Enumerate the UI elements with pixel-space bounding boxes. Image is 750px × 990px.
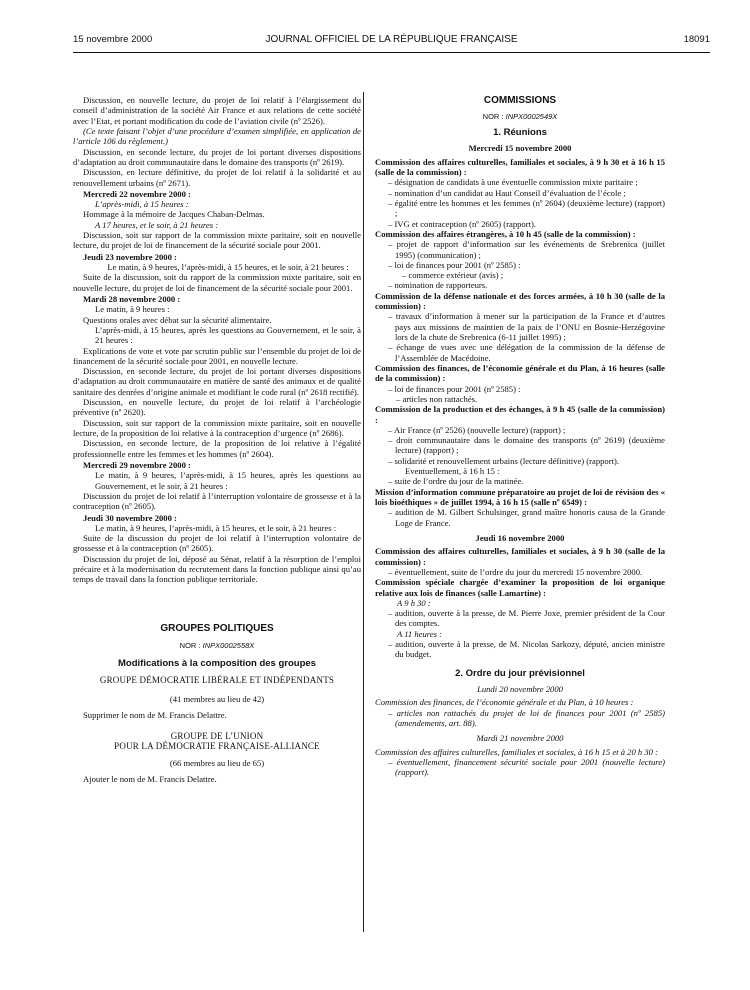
member-count: (41 membres au lieu de 42) (169, 693, 265, 704)
day-heading: Jeudi 16 novembre 2000 (475, 532, 565, 543)
agenda-item: – articles non rattachés du projet de loi de finances pour 2001 (nº 2585) (amendements, art. 88). (388, 707, 665, 729)
agenda-item: – travaux d’information à mener sur la participation de la France et d’autres pays aux missions de maintien de la paix de l’ONU en Bosnie-Herzégovine lors de la chute de Srebrenica (6-11 juillet 1995) ; (388, 311, 665, 343)
date-heading: Mercredi 22 novembre 2000 : (83, 188, 191, 199)
paragraph: Discussion, en nouvelle lecture, du projet de loi relatif à l’élargissement du conseil d’administration de la société Air France et aux relations de cette société avec l’Etat, et portant modification du code de l’aviation civile (nº 2526). (73, 95, 361, 126)
agenda-item: – articles non rattachés. (396, 393, 478, 404)
paragraph: Discussion du projet de loi relatif à l’interruption volontaire de grossesse et à la contraception (nº 2605). (73, 490, 361, 512)
commission-heading: Commission de la production et des échanges, à 9 h 45 (salle de la commission) : (375, 404, 665, 425)
agenda-item: – commerce extérieur (avis) ; (402, 270, 504, 281)
commission-heading: Mission d’information commune préparatoire au projet de loi de révision des « lois bioéthiques » de juillet 1994, à 16 h 15 (salle nº 6549) : (375, 486, 665, 508)
paragraph: Discussion, soit sur rapport de la commission mixte paritaire, soit en nouvelle lecture, de la proposition de loi relative à la contraception d’urgence (nº 2686). (73, 417, 361, 438)
group-name: GROUPE DE L’UNION (170, 730, 264, 741)
nor-reference: NOR : INPX0002549X (482, 112, 558, 121)
group-name: POUR LA DÉMOCRATIE FRANÇAISE-ALLIANCE (114, 741, 320, 752)
commissions-title: COMMISSIONS (483, 95, 557, 106)
paragraph: Explications de vote et vote par scrutin public sur l’ensemble du projet de loi de financement de la sécurité sociale pour 2001, en nouvelle lecture. (73, 345, 361, 366)
agenda-item: – droit communautaire dans le domaine des transports (nº 2619) (deuxième lecture) (rapport) ; (388, 435, 665, 456)
agenda-item: – nomination de rapporteurs. (388, 280, 488, 291)
day-heading: Mercredi 15 novembre 2000 (468, 143, 572, 154)
date-heading: Jeudi 23 novembre 2000 : (83, 251, 177, 262)
page-number: 18091 (683, 34, 710, 45)
paragraph: Suite de la discussion du projet de loi relatif à l’interruption volontaire de grossesse et à la contraception (nº 2605). (73, 533, 361, 554)
section-heading: 2. Ordre du jour prévisionnel (455, 667, 585, 679)
paragraph: Supprimer le nom de M. Francis Delattre. (83, 710, 227, 721)
journal-title: JOURNAL OFFICIEL DE LA RÉPUBLIQUE FRANÇAISE (265, 34, 518, 45)
agenda-item: – échange de vues avec une délégation de la commission de la défense de l’Assemblée de Macédoine. (388, 342, 665, 363)
time-line: Le matin, à 9 heures : (95, 304, 170, 315)
date-heading: Mardi 28 novembre 2000 : (83, 293, 181, 304)
commission-heading: Commission des finances, de l’économie générale et du Plan, à 16 heures (salle de la commission) : (375, 362, 665, 384)
member-count: (66 membres au lieu de 65) (169, 758, 265, 769)
paragraph: Discussion, soit sur rapport de la commission mixte paritaire, soit en nouvelle lecture, du projet de loi de financement de la sécurité sociale pour 2001. (73, 230, 361, 251)
agenda-item: – suite de l’ordre du jour de la matinée. (388, 476, 524, 487)
date-heading: Jeudi 30 novembre 2000 : (83, 512, 177, 523)
agenda-item: – éventuellement, suite de l’ordre du jour du mercredi 15 novembre 2000. (388, 566, 643, 577)
day-heading: Lundi 20 novembre 2000 (477, 684, 563, 695)
agenda-item: – audition, ouverte à la presse, de M. Pierre Joxe, premier président de la Cour des comptes. (388, 608, 665, 629)
commission-heading: Commission de la défense nationale et des forces armées, à 10 h 30 (salle de la commission) : (375, 290, 665, 312)
header-date: 15 novembre 2000 (73, 34, 153, 45)
paragraph: Ajouter le nom de M. Francis Delattre. (83, 774, 217, 785)
agenda-item: – solidarité et renouvellement urbains (lecture définitive) (rapport). (388, 455, 619, 466)
commission-heading: Commission spéciale chargée d’examiner la proposition de loi organique relative aux lois de finances (salle Lamartine) : (375, 577, 665, 598)
time-line: A 17 heures, et le soir, à 21 heures : (95, 219, 219, 230)
agenda-item: – nomination d’un candidat au Haut Conseil d’évaluation de l’école ; (388, 187, 626, 198)
paragraph: Discussion, en seconde lecture, du projet de loi portant diverses dispositions d’adaptation au droit communautaire dans le domaine des transports (nº 2619). (73, 146, 361, 167)
column-divider (363, 92, 364, 932)
time-line: Le matin, à 9 heures, l’après-midi, à 15 heures, et le soir, à 21 heures : (107, 262, 349, 272)
paragraph: Discussion, en nouvelle lecture, du projet de loi relatif à l’archéologie préventive (nº 2620). (73, 397, 361, 418)
commission-heading: Commission des affaires culturelles, familiales et sociales, à 9 h 30 et à 16 h 15 (salle de la commission) : (375, 156, 665, 178)
agenda-item: – audition, ouverte à la presse, de M. Nicolas Sarkozy, député, ancien ministre du budget. (388, 639, 665, 660)
agenda-item: – projet de rapport d’information sur les événements de Srebrenica (juillet 1995) (communication) ; (388, 239, 665, 260)
commission-heading: Commission des affaires étrangères, à 10 h 45 (salle de la commission) : (375, 228, 636, 239)
paragraph: Discussion du projet de loi, déposé au Sénat, relatif à la résorption de l’emploi précaire et à la modernisation du recrutement dans la fonction publique ainsi qu’au temps de travail dans la fonction publique territoriale. (73, 553, 361, 585)
right-column (375, 95, 665, 778)
paragraph: Questions orales avec débat sur la sécurité alimentaire. (83, 314, 272, 325)
paragraph: Hommage à la mémoire de Jacques Chaban-Delmas. (83, 209, 265, 220)
paragraph: Discussion, en seconde lecture, du projet de loi portant diverses dispositions d’adaptation au droit communautaire en matière de santé des animaux et de qualité sanitaire des denrées d’origine animale et modifiant le code rural (nº 2618 rectifié). (73, 366, 361, 397)
paragraph: (Ce texte faisant l’objet d’une procédure d’examen simplifiée, en application de l’article 106 du règlement.) (73, 125, 361, 147)
left-column (73, 95, 361, 785)
time-line: A 9 h 30 : (397, 597, 431, 608)
modifications-title: Modifications à la composition des groupes (118, 657, 316, 669)
agenda-item: – désignation de candidats à une éventuelle commission mixte paritaire ; (388, 177, 638, 188)
agenda-item: – audition de M. Gilbert Schulsinger, grand maître honoris causa de la Grande Loge de France. (388, 507, 665, 528)
paragraph: Discussion, en lecture définitive, du projet de loi relatif à la solidarité et au renouvellement urbains (nº 2671). (73, 167, 361, 188)
page-header (73, 34, 710, 48)
commission-heading: Commission des affaires culturelles, familiales et sociales, à 9 h 30 (salle de la commission) : (375, 546, 665, 567)
agenda-item: – égalité entre les hommes et les femmes (nº 2604) (deuxième lecture) (rapport) ; (388, 197, 665, 219)
time-line: Le matin, à 9 heures, l’après-midi, à 15 heures, et le soir, à 21 heures : (95, 522, 337, 533)
header-rule (73, 52, 710, 53)
time-line: L’après-midi, à 15 heures, après les questions au Gouvernement, et le soir, à 21 heures : (95, 324, 361, 346)
section-heading: 1. Réunions (493, 127, 547, 138)
groupes-title: GROUPES POLITIQUES (160, 622, 274, 634)
time-line: Eventuellement, à 16 h 15 : (405, 466, 500, 477)
agenda-item: – loi de finances pour 2001 (nº 2585) : (388, 383, 521, 394)
agenda-item: – loi de finances pour 2001 (nº 2585) : (388, 259, 521, 270)
agenda-item: – Air France (nº 2526) (nouvelle lecture) (rapport) ; (388, 424, 566, 435)
paragraph: Suite de la discussion, soit du rapport de la commission mixte paritaire, soit en nouvelle lecture, du projet de loi de financement de la sécurité sociale pour 2001. (73, 272, 361, 293)
time-line: Le matin, à 9 heures, l’après-midi, à 15 heures, après les questions au Gouvernement, et le soir, à 21 heures : (95, 470, 361, 491)
agenda-item: – éventuellement, financement sécurité sociale pour 2001 (nouvelle lecture) (rapport). (388, 756, 665, 778)
date-heading: Mercredi 29 novembre 2000 : (83, 459, 191, 470)
nor-reference: NOR : INPX0002558X (179, 640, 255, 650)
commission-heading: Commission des finances, de l’économie générale et du Plan, à 10 heures : (375, 697, 634, 708)
day-heading: Mardi 21 novembre 2000 (476, 733, 564, 744)
group-name: GROUPE DÉMOCRATIE LIBÉRALE ET INDÉPENDANTS (99, 675, 335, 686)
time-line: A 11 heures : (397, 628, 442, 639)
time-line: L’après-midi, à 15 heures : (95, 199, 189, 210)
paragraph: Discussion, en seconde lecture, de la proposition de loi relative à l’égalité professionnelle entre les femmes et les hommes (nº 2604). (73, 438, 361, 459)
commission-heading: Commission des affaires culturelles, familiales et sociales, à 16 h 15 et à 20 h 30 : (375, 746, 658, 757)
agenda-item: – IVG et contraception (nº 2605) (rapport). (388, 218, 536, 229)
